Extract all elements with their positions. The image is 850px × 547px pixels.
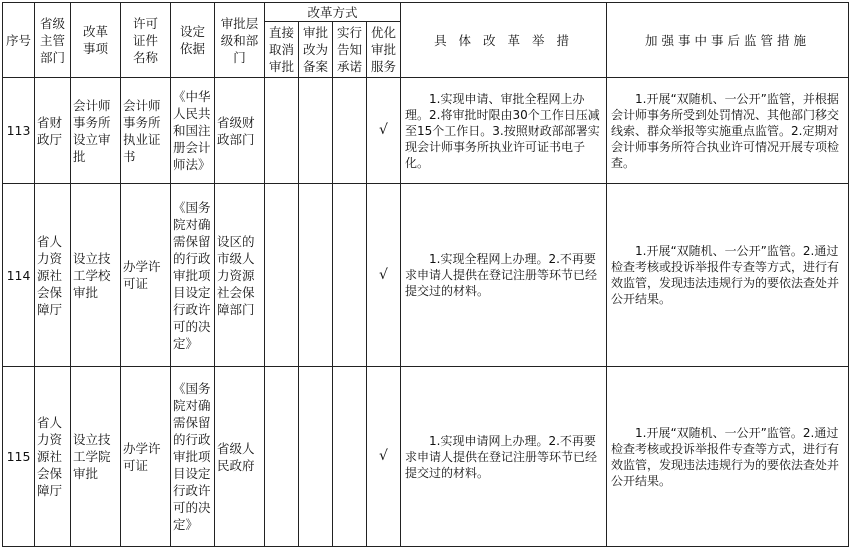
row-dept: 省财政厅 <box>35 78 71 184</box>
table-row <box>3 78 849 184</box>
row-seq: 115 <box>3 367 35 547</box>
header-permit: 许可证件名称 <box>121 3 171 78</box>
header-item: 改革事项 <box>71 3 121 78</box>
row-supervision: 1.开展“双随机、一公开”监管。2.通过检查考核或投诉举报件专查等方式，进行有效监管，发现违法违规行为的要依法查处并公开结果。 <box>607 367 849 547</box>
row-method-notify <box>333 78 367 184</box>
header-level: 审批层级和部门 <box>215 3 265 78</box>
row-basis: 《国务院对确需保留的行政审批项目设定行政许可的决定》 <box>171 184 215 367</box>
header-basis: 设定依据 <box>171 3 215 78</box>
reform-table <box>2 2 849 547</box>
header-method-cancel: 直接取消审批 <box>265 22 299 78</box>
row-permit: 办学许可证 <box>121 367 171 547</box>
table-row <box>3 367 849 547</box>
header-seq: 序号 <box>3 3 35 78</box>
row-method-cancel <box>265 367 299 547</box>
row-method-filing <box>299 184 333 367</box>
row-item: 会计师事务所设立审批 <box>71 78 121 184</box>
row-method-filing <box>299 78 333 184</box>
row-permit: 办学许可证 <box>121 184 171 367</box>
row-method-notify <box>333 184 367 367</box>
row-dept: 省人力资源社会保障厅 <box>35 184 71 367</box>
header-method-group: 改革方式 <box>265 3 401 22</box>
row-supervision: 1.开展“双随机、一公开”监管，并根据会计师事务所受到处罚情况、其他部门移交线索、群众举报等实施重点监管。2.定期对会计师事务所符合执业许可情况开展专项检查。 <box>607 78 849 184</box>
header-dept: 省级主管部门 <box>35 3 71 78</box>
row-method-cancel <box>265 78 299 184</box>
header-supervision: 加强事中事后监管措施 <box>607 3 849 78</box>
row-item: 设立技工学院审批 <box>71 367 121 547</box>
row-supervision: 1.开展“双随机、一公开”监管。2.通过检查考核或投诉举报件专查等方式，进行有效监管，发现违法违规行为的要依法查处并公开结果。 <box>607 184 849 367</box>
row-method-optimize: √ <box>367 367 401 547</box>
header-row-1 <box>3 3 849 22</box>
header-method-optimize: 优化审批服务 <box>367 22 401 78</box>
row-level: 省级财政部门 <box>215 78 265 184</box>
row-measures: 1.实现申请网上办理。2.不再要求申请人提供在登记注册等环节已经提交过的材料。 <box>401 367 607 547</box>
header-measures: 具 体 改 革 举 措 <box>401 3 607 78</box>
row-level: 省级人民政府 <box>215 367 265 547</box>
header-method-filing: 审批改为备案 <box>299 22 333 78</box>
row-basis: 《国务院对确需保留的行政审批项目设定行政许可的决定》 <box>171 367 215 547</box>
header-method-notify: 实行告知承诺 <box>333 22 367 78</box>
row-measures: 1.实现申请、审批全程网上办理。2.将审批时限由30个工作日压减至15个工作日。3.按照财政部部署实现会计师事务所执业许可证书电子化。 <box>401 78 607 184</box>
row-method-filing <box>299 367 333 547</box>
row-dept: 省人力资源社会保障厅 <box>35 367 71 547</box>
row-method-notify <box>333 367 367 547</box>
table-row <box>3 184 849 367</box>
row-permit: 会计师事务所执业证书 <box>121 78 171 184</box>
row-measures: 1.实现全程网上办理。2.不再要求申请人提供在登记注册等环节已经提交过的材料。 <box>401 184 607 367</box>
row-basis: 《中华人民共和国注册会计师法》 <box>171 78 215 184</box>
row-level: 设区的市级人力资源社会保障部门 <box>215 184 265 367</box>
row-seq: 114 <box>3 184 35 367</box>
row-seq: 113 <box>3 78 35 184</box>
row-method-optimize: √ <box>367 184 401 367</box>
row-method-cancel <box>265 184 299 367</box>
row-item: 设立技工学校审批 <box>71 184 121 367</box>
row-method-optimize: √ <box>367 78 401 184</box>
